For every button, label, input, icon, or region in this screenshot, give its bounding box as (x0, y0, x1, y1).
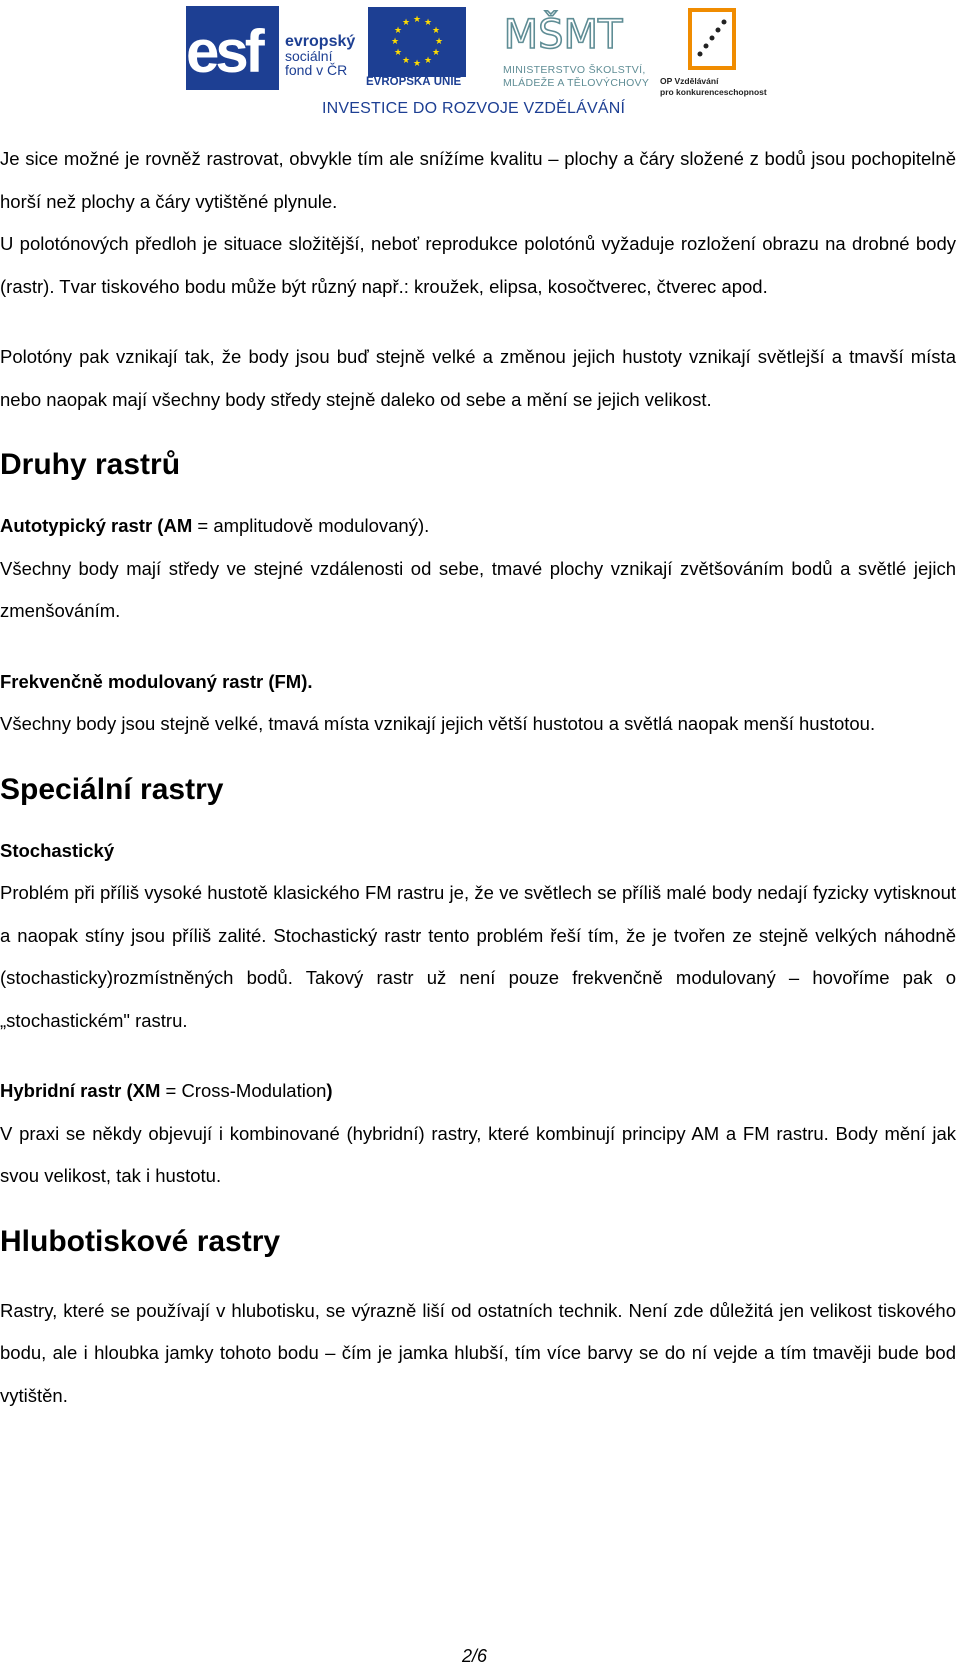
heading-hlubotiskove-rastry: Hlubotiskové rastry (0, 1224, 281, 1258)
svg-text:★: ★ (431, 48, 441, 58)
am-raster-lead (0, 505, 956, 548)
op-label: OP Vzdělávání pro konkurenceschopnost (660, 76, 767, 97)
esf-logo-text (285, 34, 355, 77)
hybrid-lead-bold: Hybridní rastr (XM (0, 1080, 161, 1101)
hybrid-raster-lead (0, 1070, 956, 1113)
svg-text:★: ★ (393, 48, 403, 58)
logo-bar (0, 0, 960, 125)
gravure-raster-text: Rastry, které se používají v hlubotisku, se výrazně liší od ostatních technik. Není zde důležitá jen velikost tiskového bodu, ale i hloubka jamky tohoto bodu – čím je jamka hlubší, tím více barvy se do ní vejde a tím tmavěji bude bod vytištěn. (0, 1299, 956, 1406)
investice-tagline: INVESTICE DO ROZVOJE VZDĚLÁVÁNÍ (322, 100, 626, 117)
hybrid-lead-mid: = Cross-Modulation (160, 1080, 327, 1101)
paragraph-halftones: Polotóny pak vznikají tak, že body jsou buď stejně velké a změnou jejich hustoty vznikají světlejší a tmavší místa nebo naopak mají všechny body středy stejně daleko od sebe a mění se jejich velikost. (0, 346, 956, 410)
esf-line-2: sociální (285, 48, 333, 64)
fm-raster-text: Všechny body jsou stejně velké, tmavá místa vznikají jejich větší hustotou a světlá naopak menší hustotou. (0, 713, 876, 734)
svg-text:★: ★ (431, 26, 441, 36)
am-lead-bold: Autotypický rastr (AM (0, 515, 193, 536)
fm-raster-lead: Frekvenčně modulovaný rastr (FM). (0, 670, 313, 692)
msmt-mark-text: MŠMT (503, 12, 623, 58)
msmt-label: MINISTERSTVO ŠKOLSTVÍ, MLÁDEŽE A TĚLOVÝCHOVY (503, 64, 650, 89)
heading-specialni-rastry: Speciální rastry (0, 772, 224, 806)
stochastic-text: Problém při příliš vysoké hustotě klasického FM rastru je, že ve světlech se příliš malé body nedají fyzicky vytisknout a naopak stíny jsou příliš zalité. Stochastický rastr tento problém řeší tím, že je tvořen ze stejně velkých náhodně (stochasticky)rozmístněných bodů. Takový rastr už není pouze frekvenčně modulovaný – hovoříme pak o „stochastickém" rastru. (0, 882, 956, 1031)
heading-druhy-rastru: Druhy rastrů (0, 448, 181, 481)
svg-text:★: ★ (401, 56, 411, 66)
hybrid-lead-end: ) (326, 1080, 333, 1101)
eu-flag-icon (368, 7, 466, 77)
svg-text:★: ★ (423, 18, 433, 28)
paragraph-halftone-originals: U polotónových předloh je situace složitější, neboť reprodukce polotónů vyžaduje rozložení obrazu na drobné body (rastr). Tvar tiskového bodu může být různý např.: kroužek, elipsa, kosočtverec, čtverec apod. (0, 233, 956, 297)
document-body (0, 138, 956, 1417)
op-logo-icon (686, 6, 738, 76)
stochastic-lead: Stochastický (0, 839, 115, 861)
msmt-logo-icon (503, 4, 623, 64)
am-raster-text: Všechny body mají středy ve stejné vzdálenosti od sebe, tmavé plochy vznikají zvětšováním bodů a světlé jejich zmenšováním. (0, 557, 956, 621)
svg-text:★: ★ (390, 37, 400, 47)
esf-logo-mark: esf (186, 18, 261, 85)
svg-text:★: ★ (423, 56, 433, 66)
svg-text:★: ★ (393, 26, 403, 36)
page-number: 2/6 (462, 1646, 488, 1666)
svg-text:★: ★ (401, 18, 411, 28)
paragraph-raster-quality: Je sice možné je rovněž rastrovat, obvykle tím ale snížíme kvalitu – plochy a čáry složené z bodů jsou pochopitelně horší než plochy a čáry vytištěné plynule. (0, 148, 956, 212)
hybrid-raster-text: V praxi se někdy objevují i kombinované (hybridní) rastry, které kombinují principy AM a FM rastru. Body mění jak svou velikost, tak i hustotu. (0, 1122, 956, 1186)
esf-line-1: evropský (285, 33, 356, 50)
svg-text:★: ★ (412, 59, 422, 69)
am-lead-rest: = amplitudově modulovaný). (192, 515, 430, 536)
svg-text:★: ★ (412, 15, 422, 25)
svg-text:★: ★ (434, 37, 444, 47)
esf-line-3: fond v ČR (285, 62, 348, 78)
eu-label: EVROPSKÁ UNIE (366, 76, 462, 88)
